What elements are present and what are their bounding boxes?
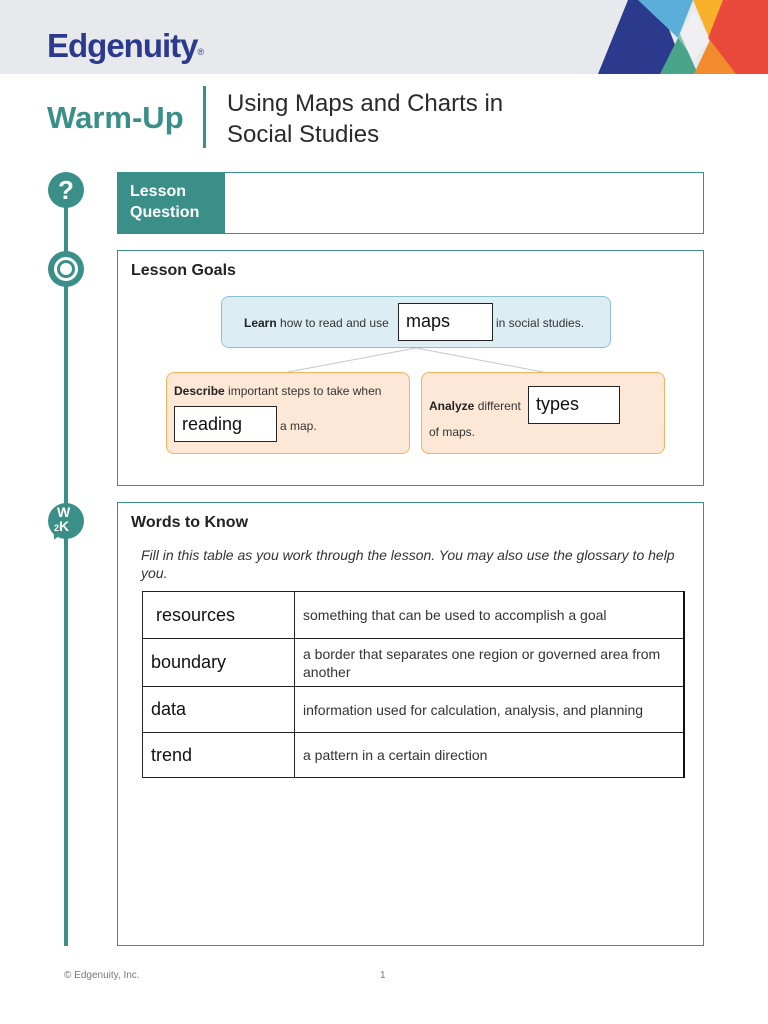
- page-title: Using Maps and Charts in Social Studies: [227, 90, 504, 148]
- definition-cell: a border that separates one region or governed area from another: [295, 639, 685, 687]
- definition-cell: a pattern in a certain direction: [295, 733, 685, 778]
- section-label: Warm-Up: [47, 100, 184, 135]
- lesson-goals-box: [117, 250, 704, 486]
- goal-describe: Describe important steps to take when reading a map.: [166, 372, 410, 454]
- lesson-question-label: Lesson Question: [118, 173, 225, 233]
- target-icon: [48, 251, 84, 287]
- w2k-speech-bubble-icon: W 2K: [48, 503, 84, 539]
- goal-analyze: Analyze different types of maps.: [421, 372, 665, 454]
- table-row: [143, 687, 685, 733]
- fill-in-answer-reading[interactable]: reading: [174, 406, 277, 442]
- table-row: [143, 733, 685, 778]
- edgenuity-logo: Edgenuity®: [47, 27, 205, 64]
- term-cell[interactable]: boundary: [143, 639, 295, 687]
- table-row: [143, 639, 685, 687]
- words-to-know-heading: Words to Know: [131, 514, 249, 531]
- brand-art-graphic: [598, 0, 768, 74]
- lesson-goals-heading: Lesson Goals: [131, 262, 236, 279]
- copyright-text: © Edgenuity, Inc.: [64, 970, 140, 981]
- title-divider: [203, 86, 206, 148]
- term-cell[interactable]: data: [143, 687, 295, 733]
- definition-cell: information used for calculation, analysis, and planning: [295, 687, 685, 733]
- lesson-question-box: [117, 172, 704, 234]
- timeline-line: [64, 190, 68, 946]
- vocabulary-table: [142, 591, 685, 778]
- fill-in-answer-types[interactable]: types: [528, 386, 620, 424]
- goal-learn: Learn how to read and use maps in social studies.: [221, 296, 611, 348]
- term-cell[interactable]: trend: [143, 733, 295, 778]
- table-row: [143, 592, 685, 639]
- instructions-text: Fill in this table as you work through the lesson. You may also use the glossary to help you.: [141, 547, 675, 581]
- header-bar: [0, 0, 768, 74]
- definition-cell: something that can be used to accomplish a goal: [295, 592, 685, 639]
- words-to-know-box: [117, 502, 704, 946]
- page-number: 1: [380, 970, 386, 981]
- term-cell[interactable]: resources: [143, 592, 295, 639]
- fill-in-answer-maps[interactable]: maps: [398, 303, 493, 341]
- question-mark-icon: ?: [48, 172, 84, 208]
